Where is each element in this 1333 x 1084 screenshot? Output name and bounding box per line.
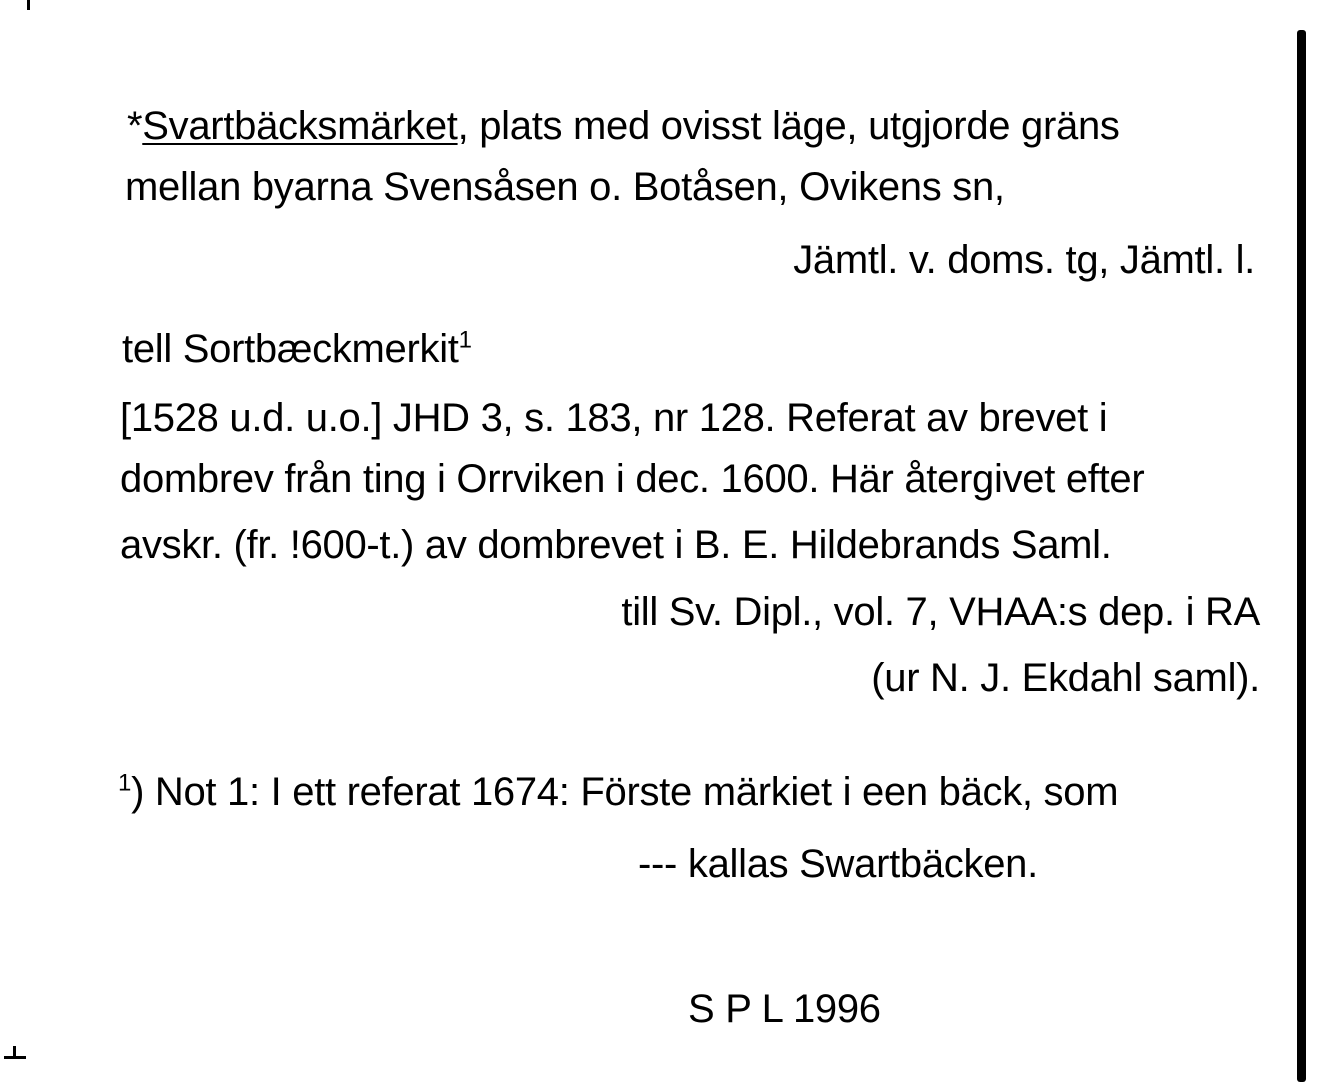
- entry-line-1-rest: , plats med ovisst läge, utgjorde gräns: [457, 104, 1120, 148]
- entry-headword: Svartbäcksmärket: [142, 104, 458, 148]
- entry-line-1: [127, 102, 1120, 150]
- footnote-line-2: --- kallas Swartbäcken.: [638, 842, 1038, 886]
- signature: S P L 1996: [688, 987, 881, 1031]
- card-right-edge: [1297, 30, 1306, 1082]
- citation-form: [122, 325, 472, 373]
- entry-line-2: mellan byarna Svensåsen o. Botåsen, Ovikens sn,: [125, 165, 1005, 209]
- crop-mark-bottom-horizontal: [4, 1056, 26, 1059]
- citation-source-line-5: (ur N. J. Ekdahl saml).: [871, 656, 1260, 700]
- citation-form-text: tell Sortbæckmerkit: [122, 327, 459, 371]
- citation-footnote-mark: 1: [458, 326, 472, 354]
- entry-line-3: Jämtl. v. doms. tg, Jämtl. l.: [793, 238, 1255, 282]
- entry-marker: *: [127, 104, 143, 148]
- citation-source-line-4: till Sv. Dipl., vol. 7, VHAA:s dep. i RA: [621, 590, 1260, 634]
- crop-mark-top: [27, 0, 30, 10]
- citation-source-line-3: avskr. (fr. !600-t.) av dombrevet i B. E. Hildebrands Saml.: [120, 523, 1112, 567]
- footnote-mark: 1: [118, 769, 132, 797]
- footnote-line-1-text: ) Not 1: I ett referat 1674: Förste märkiet i een bäck, som: [131, 770, 1119, 814]
- citation-source-line-1: [1528 u.d. u.o.] JHD 3, s. 183, nr 128. Referat av brevet i: [120, 396, 1108, 440]
- footnote-line-1: [118, 768, 1118, 816]
- citation-source-line-2: dombrev från ting i Orrviken i dec. 1600. Här återgivet efter: [120, 457, 1145, 501]
